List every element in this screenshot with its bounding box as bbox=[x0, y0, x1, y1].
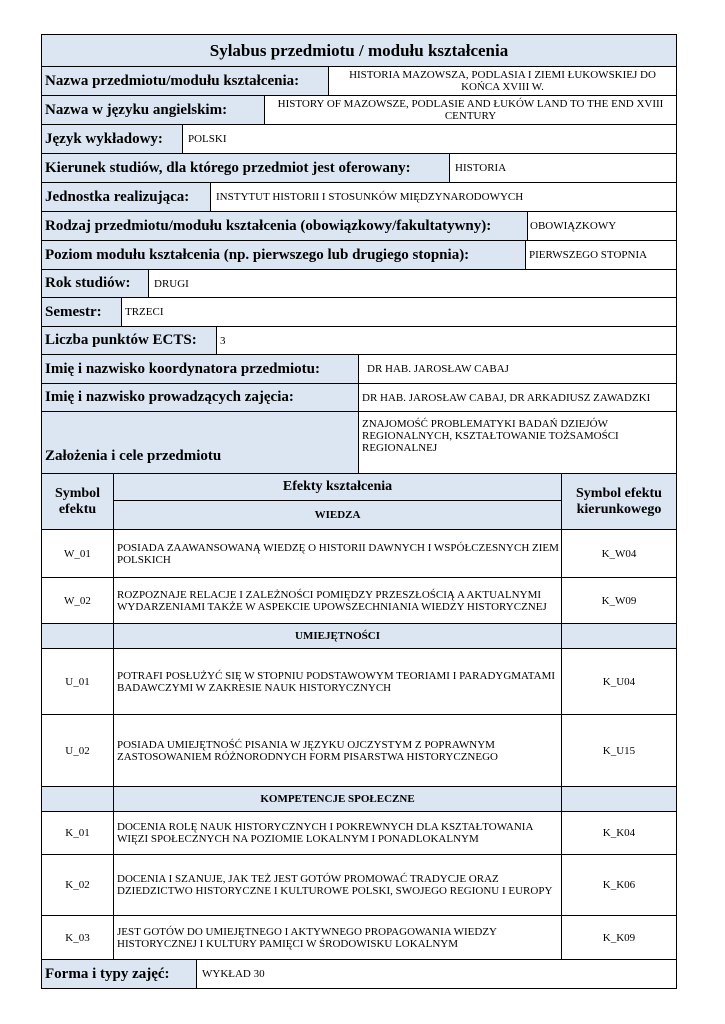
field-zalozenia bbox=[42, 412, 676, 474]
effect-description: JEST GOTÓW DO UMIEJĘTNEGO I AKTYWNEGO PROPAGOWANIA WIEDZY HISTORYCZNEJ I KULTURY PAMIĘCI W ŚRODOWISKU LOKALNYM bbox=[114, 916, 562, 959]
field-value: PIERWSZEGO STOPNIA bbox=[529, 249, 648, 261]
field-label: Liczba punktów ECTS: bbox=[42, 327, 217, 354]
field-value: HISTORIA MAZOWSZA, PODLASIA I ZIEMI ŁUKOWSKIEJ DO KOŃCA XVIII W. bbox=[349, 69, 656, 93]
page-title: Sylabus przedmiotu / modułu kształcenia bbox=[42, 35, 676, 66]
syllabus-document bbox=[41, 34, 677, 989]
title-row bbox=[42, 35, 676, 67]
field-label: Język wykładowy: bbox=[42, 125, 183, 153]
col-symbol-header: Symbol efektu bbox=[42, 474, 114, 529]
effect-kier-symbol: K_U15 bbox=[602, 744, 636, 757]
table-row bbox=[42, 715, 676, 787]
field-label: Rok studiów: bbox=[42, 270, 149, 297]
field-label: Nazwa przedmiotu/modułu kształcenia: bbox=[42, 67, 329, 95]
table-row bbox=[42, 649, 676, 715]
col-effects-header: Efekty kształcenia bbox=[114, 474, 561, 501]
effects-header bbox=[42, 474, 676, 530]
field-value: DR HAB. JAROSŁAW CABAJ, DR ARKADIUSZ ZAWADZKI bbox=[362, 391, 651, 404]
field-label: Semestr: bbox=[42, 298, 122, 326]
effect-kier-symbol: K_K06 bbox=[602, 879, 636, 891]
effect-symbol: U_02 bbox=[42, 715, 114, 786]
field-rok bbox=[42, 270, 676, 298]
field-jezyk bbox=[42, 125, 676, 154]
table-row bbox=[42, 812, 676, 855]
field-label: Jednostka realizująca: bbox=[42, 183, 211, 211]
field-value: HISTORY OF MAZOWSZE, PODLASIE AND ŁUKÓW LAND TO THE END XVIII CENTURY bbox=[277, 98, 664, 122]
section-wiedza: WIEDZA bbox=[314, 509, 361, 521]
field-label: Forma i typy zajęć: bbox=[42, 960, 197, 988]
field-rodzaj bbox=[42, 212, 676, 241]
effects-header-middle bbox=[114, 474, 562, 529]
table-row bbox=[42, 530, 676, 578]
field-label: Nazwa w języku angielskim: bbox=[42, 96, 265, 124]
effect-kier-symbol: K_W04 bbox=[601, 547, 637, 560]
effect-kier-symbol: K_K04 bbox=[602, 827, 636, 839]
field-nazwa-en bbox=[42, 96, 676, 125]
field-nazwa bbox=[42, 67, 676, 96]
effect-kier-symbol: K_W09 bbox=[601, 594, 637, 607]
field-ects bbox=[42, 327, 676, 355]
table-row bbox=[42, 578, 676, 624]
field-prowadzacy bbox=[42, 384, 676, 412]
field-value: INSTYTUT HISTORII I STOSUNKÓW MIĘDZYNARODOWYCH bbox=[216, 191, 524, 203]
effect-symbol: W_01 bbox=[42, 530, 114, 577]
field-poziom bbox=[42, 241, 676, 270]
field-label: Rodzaj przedmiotu/modułu kształcenia (obowiązkowy/fakultatywny): bbox=[42, 212, 528, 240]
table-row bbox=[42, 855, 676, 916]
effect-description: ROZPOZNAJE RELACJE I ZALEŻNOŚCI POMIĘDZY PRZESZŁOŚCIĄ A AKTUALNYMI WYDARZENIAMI TAKŻE W ASPEKCIE UPOWSZECHNIANIA WIEDZY HISTORYCZNEJ bbox=[114, 578, 562, 623]
field-jednostka bbox=[42, 183, 676, 212]
effect-symbol: U_01 bbox=[42, 649, 114, 714]
section-spacer bbox=[42, 787, 114, 811]
effect-description: POTRAFI POSŁUŻYĆ SIĘ W STOPNIU PODSTAWOWYM TEORIAMI I PARADYGMATAMI BADAWCZYMI W ZAKRESIE NAUK HISTORYCZNYCH bbox=[114, 649, 562, 714]
field-value: TRZECI bbox=[125, 306, 164, 318]
field-value: HISTORIA bbox=[455, 162, 507, 174]
section-umiejetnosci: UMIEJĘTNOŚCI bbox=[114, 624, 562, 648]
effect-symbol: K_01 bbox=[42, 812, 114, 854]
field-label: Kierunek studiów, dla którego przedmiot jest oferowany: bbox=[42, 154, 450, 182]
effect-description: POSIADA ZAAWANSOWANĄ WIEDZĘ O HISTORII DAWNYCH I WSPÓŁCZESNYCH ZIEM POLSKICH bbox=[114, 530, 562, 577]
effect-description: DOCENIA ROLĘ NAUK HISTORYCZNYCH I POKREWNYCH DLA KSZTAŁTOWANIA WIĘZI SPOŁECZNYCH NA POZIOMIE LOKALNYM I PONADLOKALNYM bbox=[114, 812, 562, 854]
effect-kier-symbol: K_U04 bbox=[602, 675, 636, 688]
effect-symbol: K_03 bbox=[42, 916, 114, 959]
effect-symbol: W_02 bbox=[42, 578, 114, 623]
field-value: OBOWIĄZKOWY bbox=[530, 220, 617, 232]
effect-description: DOCENIA I SZANUJE, JAK TEŻ JEST GOTÓW PROMOWAĆ TRADYCJE ORAZ DZIEDZICTWO HISTORYCZNE I KULTUROWE POLSKI, SWOJEGO REGIONU I EUROPY bbox=[114, 855, 562, 915]
section-row bbox=[42, 787, 676, 812]
field-value: WYKŁAD 30 bbox=[202, 968, 265, 980]
effect-symbol: K_02 bbox=[42, 855, 114, 915]
field-label: Imię i nazwisko koordynatora przedmiotu: bbox=[42, 355, 359, 383]
field-forma bbox=[42, 960, 676, 988]
field-koordynator bbox=[42, 355, 676, 384]
field-label: Imię i nazwisko prowadzących zajęcia: bbox=[42, 384, 359, 411]
section-row bbox=[42, 624, 676, 649]
field-value: POLSKI bbox=[188, 133, 227, 145]
effect-kier-symbol: K_K09 bbox=[602, 931, 636, 944]
field-value: 3 bbox=[220, 334, 226, 347]
field-kierunek bbox=[42, 154, 676, 183]
field-value: DRUGI bbox=[154, 277, 189, 290]
field-value: DR HAB. JAROSŁAW CABAJ bbox=[367, 363, 509, 375]
field-value: ZNAJOMOŚĆ PROBLEMATYKI BADAŃ DZIEJÓW REGIONALNYCH, KSZTAŁTOWANIE TOŻSAMOŚCI REGIONALNEJ bbox=[362, 418, 619, 454]
field-label: Założenia i cele przedmiotu bbox=[42, 412, 359, 473]
section-spacer bbox=[42, 624, 114, 648]
field-semestr bbox=[42, 298, 676, 327]
col-kier-header: Symbol efektu kierunkowego bbox=[576, 485, 662, 517]
field-label: Poziom modułu kształcenia (np. pierwszego lub drugiego stopnia): bbox=[42, 241, 526, 269]
effect-description: POSIADA UMIEJĘTNOŚĆ PISANIA W JĘZYKU OJCZYSTYM Z POPRAWNYM ZASTOSOWANIEM RÓŻNORODNYCH FORM PISARSTWA HISTORYCZNEGO bbox=[114, 715, 562, 786]
section-kompetencje: KOMPETENCJE SPOŁECZNE bbox=[114, 787, 562, 811]
table-row bbox=[42, 916, 676, 960]
